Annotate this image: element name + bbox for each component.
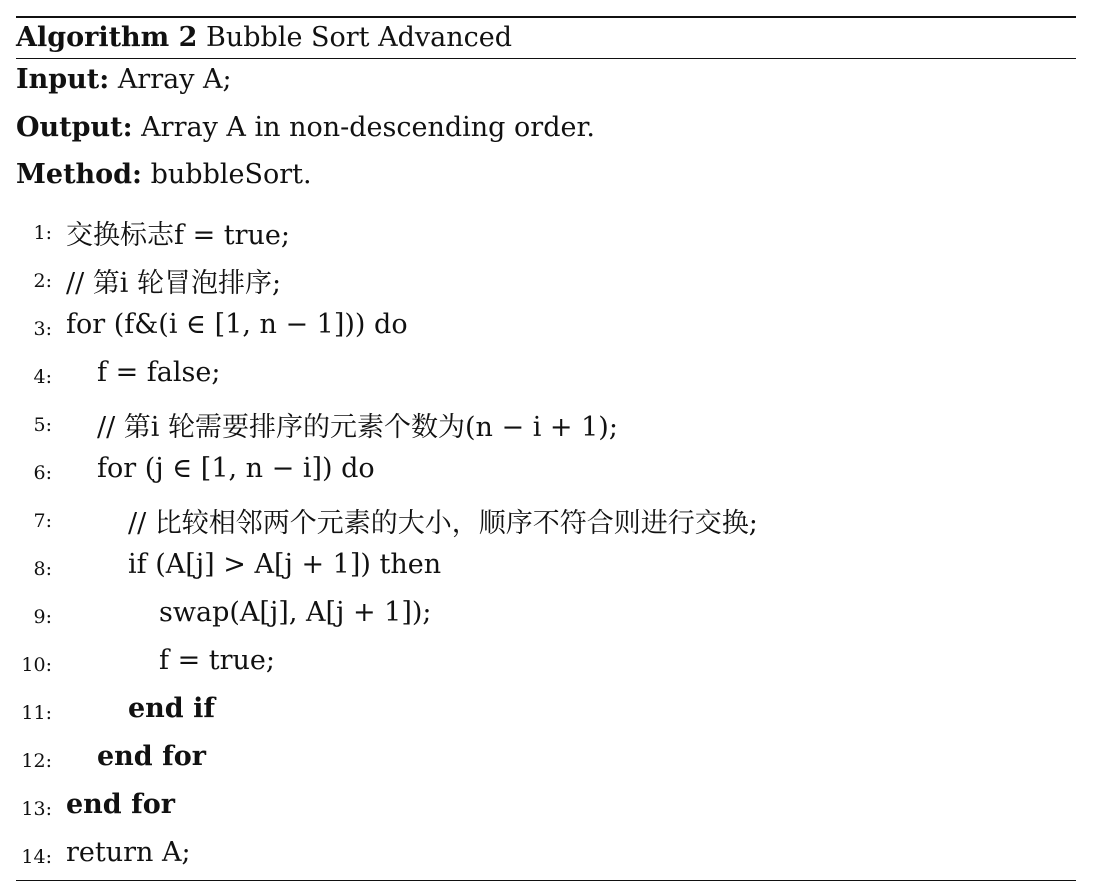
output-line: [16, 112, 595, 143]
line-number: 5:: [33, 414, 52, 436]
line-text: end for: [97, 741, 206, 772]
line-text: // 第i 轮冒泡排序;: [66, 268, 282, 299]
line-number: 1:: [33, 222, 52, 244]
line-number: 3:: [33, 318, 52, 340]
line-text: // 比较相邻两个元素的大小，顺序不符合则进行交换;: [128, 508, 758, 539]
input-text: Array A;: [117, 64, 232, 95]
algorithm-caption: [16, 22, 512, 53]
line-text: for (f&(i ∈ [1, n − 1])) do: [66, 309, 408, 340]
line-number: 10:: [21, 654, 52, 676]
line-number: 11:: [21, 702, 52, 724]
algorithm-label: Algorithm 2: [16, 22, 198, 53]
line-text: f = false;: [97, 357, 221, 388]
input-line: [16, 64, 232, 95]
line-text: f = true;: [159, 645, 276, 676]
line-number: 14:: [21, 846, 52, 868]
top-rule: [16, 16, 1076, 18]
line-text: swap(A[j], A[j + 1]);: [159, 597, 432, 628]
line-text: end if: [128, 693, 215, 724]
line-text: 交换标志f = true;: [66, 220, 291, 251]
line-number: 13:: [21, 798, 52, 820]
method-line: [16, 159, 312, 190]
line-number: 4:: [33, 366, 52, 388]
bottom-rule: [16, 880, 1076, 881]
algorithm-title: Bubble Sort Advanced: [206, 22, 513, 53]
line-number: 2:: [33, 270, 52, 292]
method-text: bubbleSort.: [150, 159, 312, 190]
line-text: // 第i 轮需要排序的元素个数为(n − i + 1);: [97, 412, 618, 443]
line-text: end for: [66, 789, 175, 820]
method-label: Method:: [16, 159, 143, 190]
input-label: Input:: [16, 64, 110, 95]
line-number: 7:: [33, 510, 52, 532]
output-label: Output:: [16, 112, 133, 143]
line-number: 12:: [21, 750, 52, 772]
line-number: 6:: [33, 462, 52, 484]
output-text: Array A in non-descending order.: [141, 112, 595, 143]
line-text: if (A[j] > A[j + 1]) then: [128, 549, 442, 580]
line-number: 8:: [33, 558, 52, 580]
line-number: 9:: [33, 606, 52, 628]
line-text: return A;: [66, 837, 191, 868]
caption-rule: [16, 58, 1076, 59]
line-text: for (j ∈ [1, n − i]) do: [97, 453, 375, 484]
